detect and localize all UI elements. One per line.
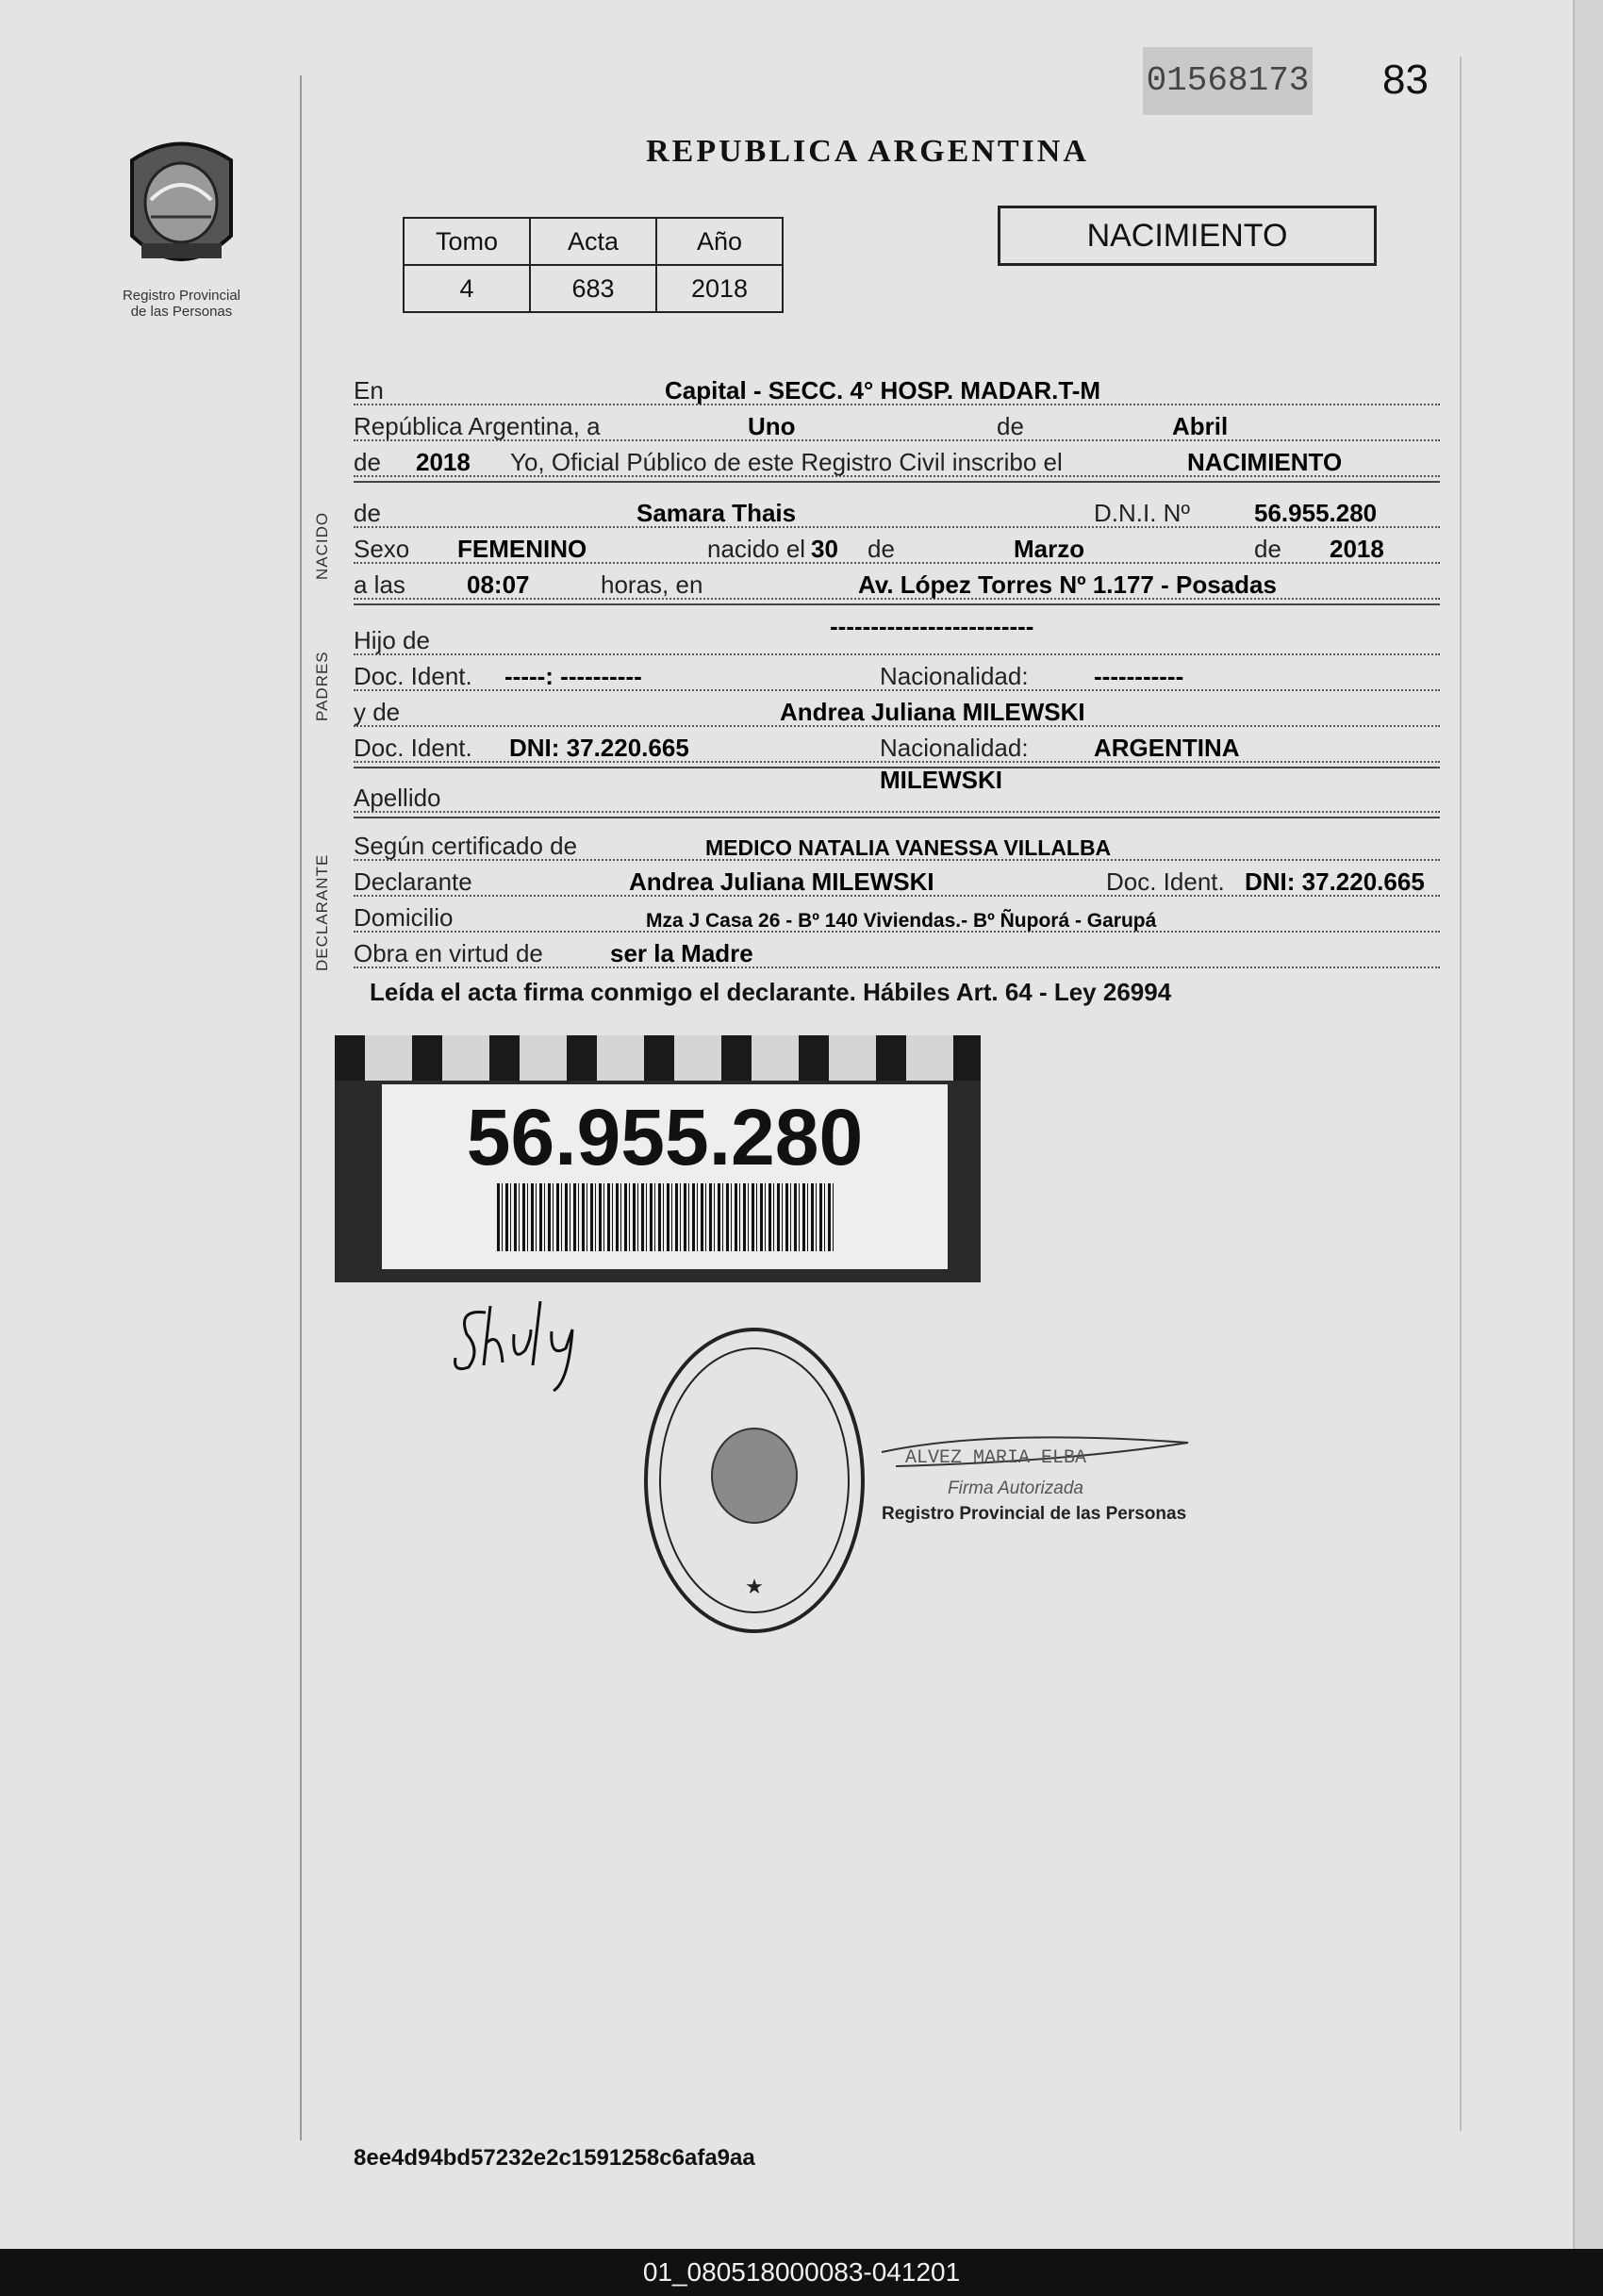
act-value: NACIMIENTO (1187, 448, 1343, 476)
row-declarant: Declarante Andrea Juliana MILEWSKI Doc. Ident. DNI: 37.220.665 (354, 859, 1440, 897)
child-dni: 56.955.280 (1254, 499, 1378, 527)
child-name: Samara Thais (636, 499, 797, 527)
row-mother-doc: Doc. Ident. DNI: 37.220.665 Nacionalidad: ARGENTINA (354, 725, 1440, 763)
certificate-value: MEDICO NATALIA VANESSA VILLALBA (705, 835, 1112, 860)
tomo-value: 4 (404, 265, 530, 312)
security-strip (335, 1035, 981, 1081)
closing-statement: Leída el acta firma conmigo el declarante. Hábiles Art. 64 - Ley 26994 (370, 978, 1172, 1006)
record-type-box: NACIMIENTO (998, 206, 1377, 266)
anio-header: Año (656, 218, 783, 265)
row-time: a las 08:07 horas, en Av. López Torres Nº 1.177 - Posadas (354, 562, 1440, 600)
surname-value: MILEWSKI (880, 766, 1002, 794)
authority-role: Firma Autorizada (948, 1478, 1083, 1498)
authority-name: ALVEZ MARIA ELBA (905, 1447, 1087, 1469)
row-reason: Obra en virtud de ser la Madre (354, 931, 1440, 968)
birth-place: Av. López Torres Nº 1.177 - Posadas (858, 570, 1277, 599)
year-value: 2018 (416, 448, 471, 476)
place-value: Capital - SECC. 4° HOSP. MADAR.T-M (665, 376, 1101, 405)
birth-day: 30 (811, 535, 838, 563)
row-address: Domicilio Mza J Casa 26 - Bº 140 Viviendas.- Bº Ñuporá - Garupá (354, 895, 1440, 933)
register-table (403, 217, 784, 313)
row-mother: y de Andrea Juliana MILEWSKI (354, 689, 1440, 727)
mother-nationality: ARGENTINA (1094, 734, 1240, 762)
side-label-padres: PADRES (313, 651, 331, 721)
document-title: REPUBLICA ARGENTINA (646, 134, 1089, 169)
side-label-declarante: DECLARANTE (313, 853, 331, 971)
month-value: Abril (1172, 412, 1229, 440)
dni-card-sticker (335, 1035, 981, 1282)
crest-caption: Registro Provincial de las Personas (122, 288, 241, 320)
anio-value: 2018 (656, 265, 783, 312)
father-nationality: ----------- (1094, 662, 1184, 690)
document-hash: 8ee4d94bd57232e2c1591258c6afa9aa (354, 2145, 755, 2171)
svg-text:★: ★ (745, 1575, 764, 1598)
sex-value: FEMENINO (457, 535, 587, 563)
provincial-crest-icon (113, 132, 250, 283)
signature-shuly (448, 1292, 608, 1396)
father-value: ------------------------- (830, 612, 1034, 640)
page-edge (1573, 0, 1603, 2249)
day-value: Uno (748, 412, 796, 440)
side-label-nacido: NACIDO (313, 511, 331, 580)
declarant-name: Andrea Juliana MILEWSKI (629, 867, 934, 896)
birth-year: 2018 (1330, 535, 1384, 563)
barcode-icon (497, 1183, 836, 1251)
row-place: En Capital - SECC. 4° HOSP. MADAR.T-M (354, 368, 1440, 405)
tomo-header: Tomo (404, 218, 530, 265)
margin-line (300, 75, 302, 2140)
row-father: Hijo de ------------------------- (354, 618, 1440, 655)
dni-number: 56.955.280 (466, 1093, 864, 1181)
row-surname: Apellido MILEWSKI (354, 775, 1440, 813)
mother-name: Andrea Juliana MILEWSKI (780, 698, 1085, 726)
row-certificate: Según certificado de MEDICO NATALIA VANESSA VILLALBA (354, 823, 1440, 861)
row-father-doc: Doc. Ident. -----: ---------- Nacionalidad: ----------- (354, 653, 1440, 691)
scan-footer-id: 01_080518000083-041201 (0, 2249, 1603, 2296)
row-name: de Samara Thais D.N.I. Nº 56.955.280 (354, 490, 1440, 528)
margin-line-right (1460, 57, 1462, 2131)
authority-office: Registro Provincial de las Personas (882, 1504, 1187, 1524)
row-date: República Argentina, a Uno de Abril (354, 404, 1440, 441)
declarant-doc: DNI: 37.220.665 (1245, 867, 1425, 896)
address-value: Mza J Casa 26 - Bº 140 Viviendas.- Bº Ñuporá - Garupá (646, 910, 1157, 932)
father-doc: -----: ---------- (504, 662, 642, 690)
acta-header: Acta (530, 218, 656, 265)
reason-value: ser la Madre (610, 939, 753, 967)
birth-month: Marzo (1014, 535, 1085, 563)
page-number: 83 (1382, 57, 1429, 103)
row-sex: Sexo FEMENINO nacido el 30 de Marzo de 2018 (354, 526, 1440, 564)
acta-value: 683 (530, 265, 656, 312)
row-act: de 2018 Yo, Oficial Público de este Registro Civil inscribo el NACIMIENTO (354, 439, 1440, 477)
mother-doc: DNI: 37.220.665 (509, 734, 689, 762)
official-seal-icon (632, 1320, 877, 1641)
control-number: 01568173 (1143, 47, 1313, 115)
birth-time: 08:07 (467, 570, 530, 599)
